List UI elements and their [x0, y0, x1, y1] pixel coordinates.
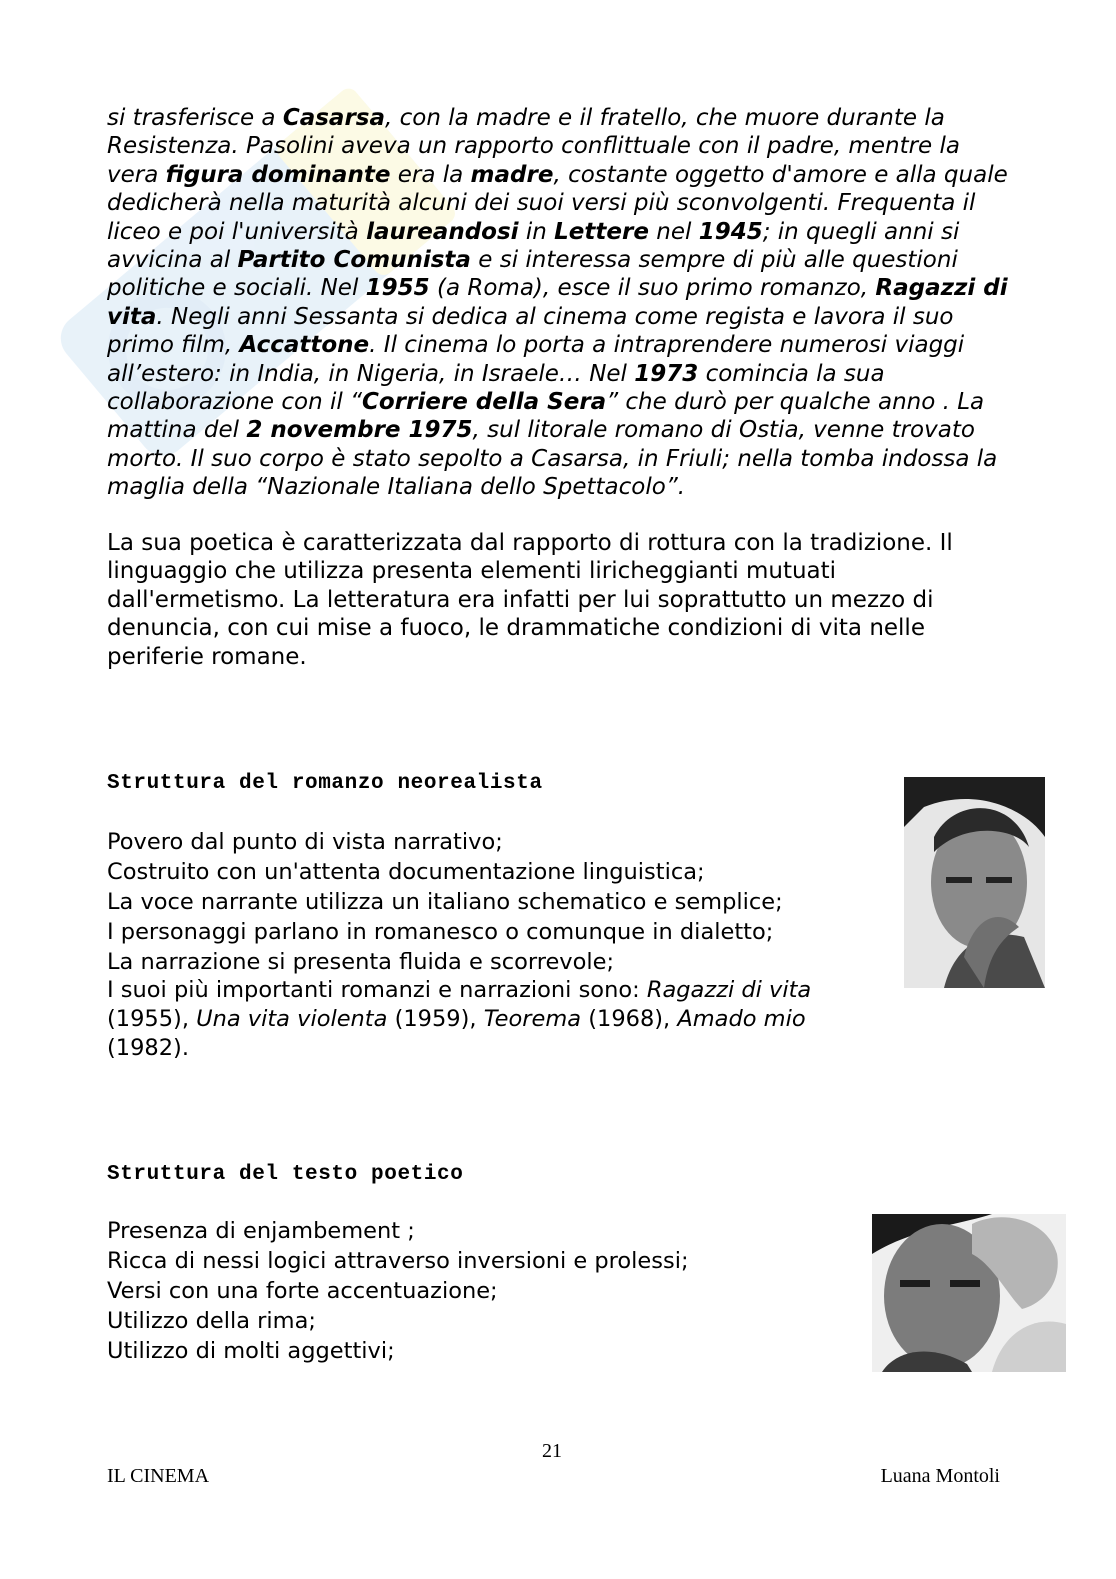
list-item: Utilizzo di molti aggettivi;	[107, 1338, 395, 1364]
romanzi-summary: I suoi più importanti romanzi e narrazioni sono: Ragazzi di vita (1955), Una vita violenta (1959), Teorema (1968), Amado mio (1982).	[107, 977, 812, 1061]
list-item: La voce narrante utilizza un italiano schematico e semplice;	[107, 889, 783, 915]
pasolini-photo-1	[904, 777, 1045, 988]
portrait-illustration	[904, 777, 1045, 988]
pasolini-photo-2	[872, 1214, 1066, 1372]
footer-author: Luana Montoli	[880, 1465, 1000, 1487]
list-item: Ricca di nessi logici attraverso inversioni e prolessi;	[107, 1248, 689, 1274]
poetico-list	[107, 1216, 689, 1366]
footer-left-title: IL CINEMA	[107, 1465, 210, 1487]
biography-paragraph: si trasferisce a Casarsa, con la madre e il fratello, che muore durante la Resistenza. Pasolini aveva un rapporto conflittuale con il padre, mentre la vera figura dominante era la madre, costante oggetto d'amore e alla quale dedicherà nella maturità alcuni dei suoi versi più sconvolgenti. Frequenta il liceo e poi l'università laureandosi in Lettere nel 1945; in quegli anni si avvicina al Partito Comunista e si interessa sempre di più alle questioni politiche e sociali. Nel 1955 (a Roma), esce il suo primo romanzo, Ragazzi di vita. Negli anni Sessanta si dedica al cinema come regista e lavora il suo primo film, Accattone. Il cinema lo porta a intraprendere numerosi viaggi all’estero: in India, in Nigeria, in Israele… Nel 1973 comincia la sua collaborazione con il “Corriere della Sera” che durò per qualche anno . La mattina del 2 novembre 1975, sul litorale romano di Ostia, venne trovato morto. Il suo corpo è stato sepolto a Casarsa, in Friuli; nella tomba indossa la maglia della “Nazionale Italiana dello Spettacolo”.	[107, 105, 1008, 501]
list-item: Versi con una forte accentuazione;	[107, 1278, 498, 1304]
list-item: I personaggi parlano in romanesco o comunque in dialetto;	[107, 919, 774, 945]
list-item: La narrazione si presenta fluida e scorrevole;	[107, 949, 615, 975]
romanzo-heading: Struttura del romanzo neorealista	[107, 772, 543, 795]
list-item: Utilizzo della rima;	[107, 1308, 316, 1334]
page-number: 21	[542, 1440, 562, 1462]
list-item: Costruito con un'attenta documentazione linguistica;	[107, 859, 705, 885]
list-item: Povero dal punto di vista narrativo;	[107, 829, 503, 855]
romanzo-list	[107, 827, 783, 977]
portrait-illustration	[872, 1214, 1066, 1372]
poetica-paragraph: La sua poetica è caratterizzata dal rapporto di rottura con la tradizione. Il linguaggio che utilizza presenta elementi liricheggianti mutuati dall'ermetismo. La letteratura era infatti per lui soprattutto un mezzo di denuncia, con cui mise a fuoco, le drammatiche condizioni di vita nelle periferie romane.	[107, 530, 953, 670]
list-item: Presenza di enjambement ;	[107, 1218, 415, 1244]
poetico-heading: Struttura del testo poetico	[107, 1163, 464, 1186]
